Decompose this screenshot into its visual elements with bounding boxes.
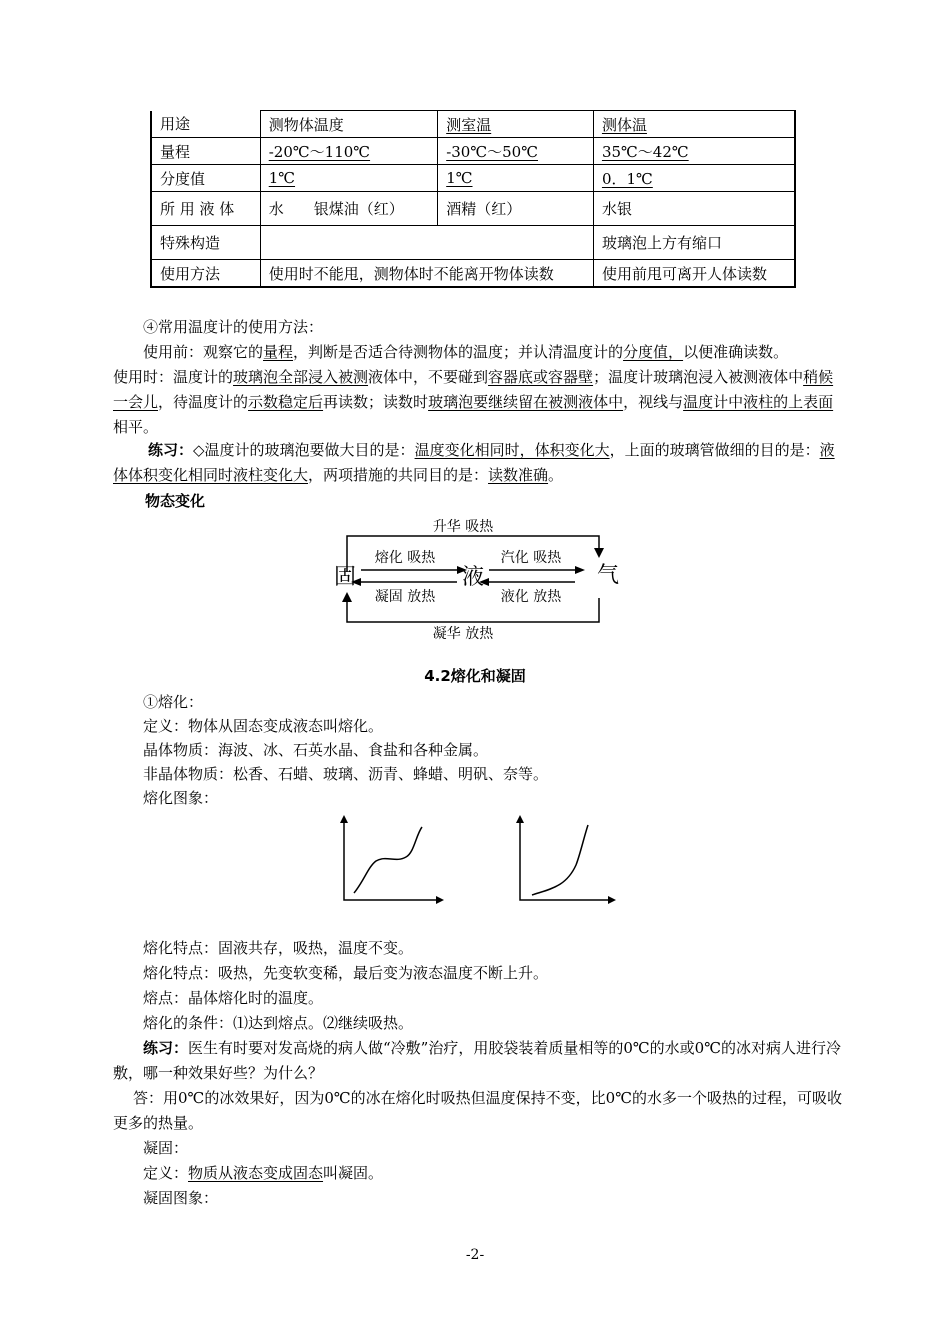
melting-graphs bbox=[330, 815, 620, 910]
table-cell: 使用方法 bbox=[151, 260, 260, 288]
sublimation-label: 升华 吸热 bbox=[432, 519, 494, 535]
deposition-label: 凝华 放热 bbox=[432, 626, 494, 642]
table-row bbox=[151, 260, 795, 288]
table-cell: 使用前甩可离开人体读数 bbox=[593, 260, 795, 288]
usage-heading: ④常用温度计的使用方法： bbox=[143, 318, 324, 336]
vaporization-label: 汽化 吸热 bbox=[500, 550, 562, 566]
page-number: -2- bbox=[465, 1247, 485, 1263]
freezing-label: 凝固 放热 bbox=[374, 589, 436, 605]
solidify-definition: 定义：物质从液态变成固态叫凝固。 bbox=[143, 1164, 384, 1182]
amorphous-graph-axes bbox=[520, 819, 612, 900]
table-cell: 玻璃泡上方有缩口 bbox=[593, 226, 795, 260]
table-cell: 用途 bbox=[151, 111, 260, 138]
exercise2-answer: 答：用0℃的冰效果好，因为0℃的冰在熔化时吸热但温度保持不变，比0℃的水多一个吸热的过程，可吸收更多的热量。 bbox=[113, 1089, 842, 1132]
solid-label: 固 bbox=[333, 565, 357, 590]
table-cell: 特殊构造 bbox=[151, 226, 260, 260]
table-row bbox=[151, 165, 795, 192]
table-cell: 测室温 bbox=[438, 111, 594, 138]
usage-paragraph: 使用前：观察它的量程，判断是否适合待测物体的温度；并认清温度计的分度值，以便准确读数。 使用时：温度计的玻璃泡全部浸入被测液体中，不要碰到容器底或容器壁；温度计玻璃泡浸入被测液体中稍候一会儿，待温度计的示数稳定后再读数；读数时玻璃泡要继续留在被测液体中，视线与温度计中液柱的上表面相平。 bbox=[113, 343, 834, 436]
table-cell: 测体温 bbox=[593, 111, 795, 138]
amorphous-list: 非晶体物质：松香、石蜡、玻璃、沥青、蜂蜡、明矾、奈等。 bbox=[143, 765, 549, 783]
thermometer-table bbox=[150, 110, 796, 288]
melting-point-text: 熔点：晶体熔化时的温度。 bbox=[143, 989, 324, 1007]
melting-heading: ①熔化： bbox=[143, 693, 204, 711]
table-cell: 水 银煤油（红） bbox=[260, 192, 437, 226]
table-cell: 1℃ bbox=[438, 165, 594, 192]
table-cell: 35℃～42℃ bbox=[593, 138, 795, 165]
table-cell: 测物体温度 bbox=[260, 111, 437, 138]
arrowhead-down bbox=[594, 548, 604, 558]
condensation-label: 液化 放热 bbox=[500, 589, 562, 605]
table-cell: 使用时不能甩，测物体时不能离开物体读数 bbox=[260, 260, 593, 288]
solidify-heading: 凝固： bbox=[143, 1139, 189, 1157]
table-row bbox=[151, 111, 795, 138]
arrowhead-up bbox=[342, 592, 352, 602]
amorphous-melting-curve bbox=[532, 825, 588, 895]
amorphous-feature: 熔化特点：吸热，先变软变稀，最后变为液态温度不断上升。 bbox=[143, 964, 549, 982]
melting-conditions: 熔化的条件：⑴达到熔点。⑵继续吸热。 bbox=[143, 1014, 414, 1032]
table-cell: 分度值 bbox=[151, 165, 260, 192]
phase-change-diagram bbox=[325, 512, 625, 642]
table-row bbox=[151, 192, 795, 226]
table-cell: -20℃～110℃ bbox=[260, 138, 437, 165]
melting-graph-label: 熔化图象： bbox=[143, 789, 219, 807]
phase-heading: 物态变化 bbox=[145, 492, 206, 510]
table-row bbox=[151, 138, 795, 165]
crystal-melting-curve bbox=[354, 827, 422, 893]
gas-label: 气 bbox=[596, 563, 620, 588]
table-cell: 量程 bbox=[151, 138, 260, 165]
table-cell: 1℃ bbox=[260, 165, 437, 192]
crystal-list: 晶体物质：海波、冰、石英水晶、食盐和各种金属。 bbox=[143, 741, 489, 759]
table-row bbox=[151, 226, 795, 260]
table-cell: 水银 bbox=[593, 192, 795, 226]
table-cell: 所 用 液 体 bbox=[151, 192, 260, 226]
table-cell: 酒精（红） bbox=[438, 192, 594, 226]
crystal-feature: 熔化特点：固液共存，吸热，温度不变。 bbox=[143, 939, 414, 957]
melting-label: 熔化 吸热 bbox=[374, 550, 436, 566]
exercise2-paragraph: 练习：医生有时要对发高烧的病人做“冷敷”治疗，用胶袋装着质量相等的0℃的水或0℃的冰对病人进行冷敷，哪一种效果好些？为什么？ bbox=[113, 1039, 842, 1082]
liquid-label: 液 bbox=[461, 565, 485, 590]
table-cell bbox=[260, 226, 593, 260]
table-cell: 0．1℃ bbox=[593, 165, 795, 192]
melting-definition: 定义：物体从固态变成液态叫熔化。 bbox=[143, 717, 384, 735]
solidify-graph-label: 凝固图象： bbox=[143, 1189, 219, 1207]
exercise1-paragraph: 练习：◇温度计的玻璃泡要做大目的是：温度变化相同时，体积变化大，上面的玻璃管做细的目的是：液体体积变化相同时液柱变化大，两项措施的共同目的是：读数准确。 bbox=[113, 441, 835, 484]
table-cell: -30℃～50℃ bbox=[438, 138, 594, 165]
section-title: 4.2熔化和凝固 bbox=[424, 667, 526, 685]
